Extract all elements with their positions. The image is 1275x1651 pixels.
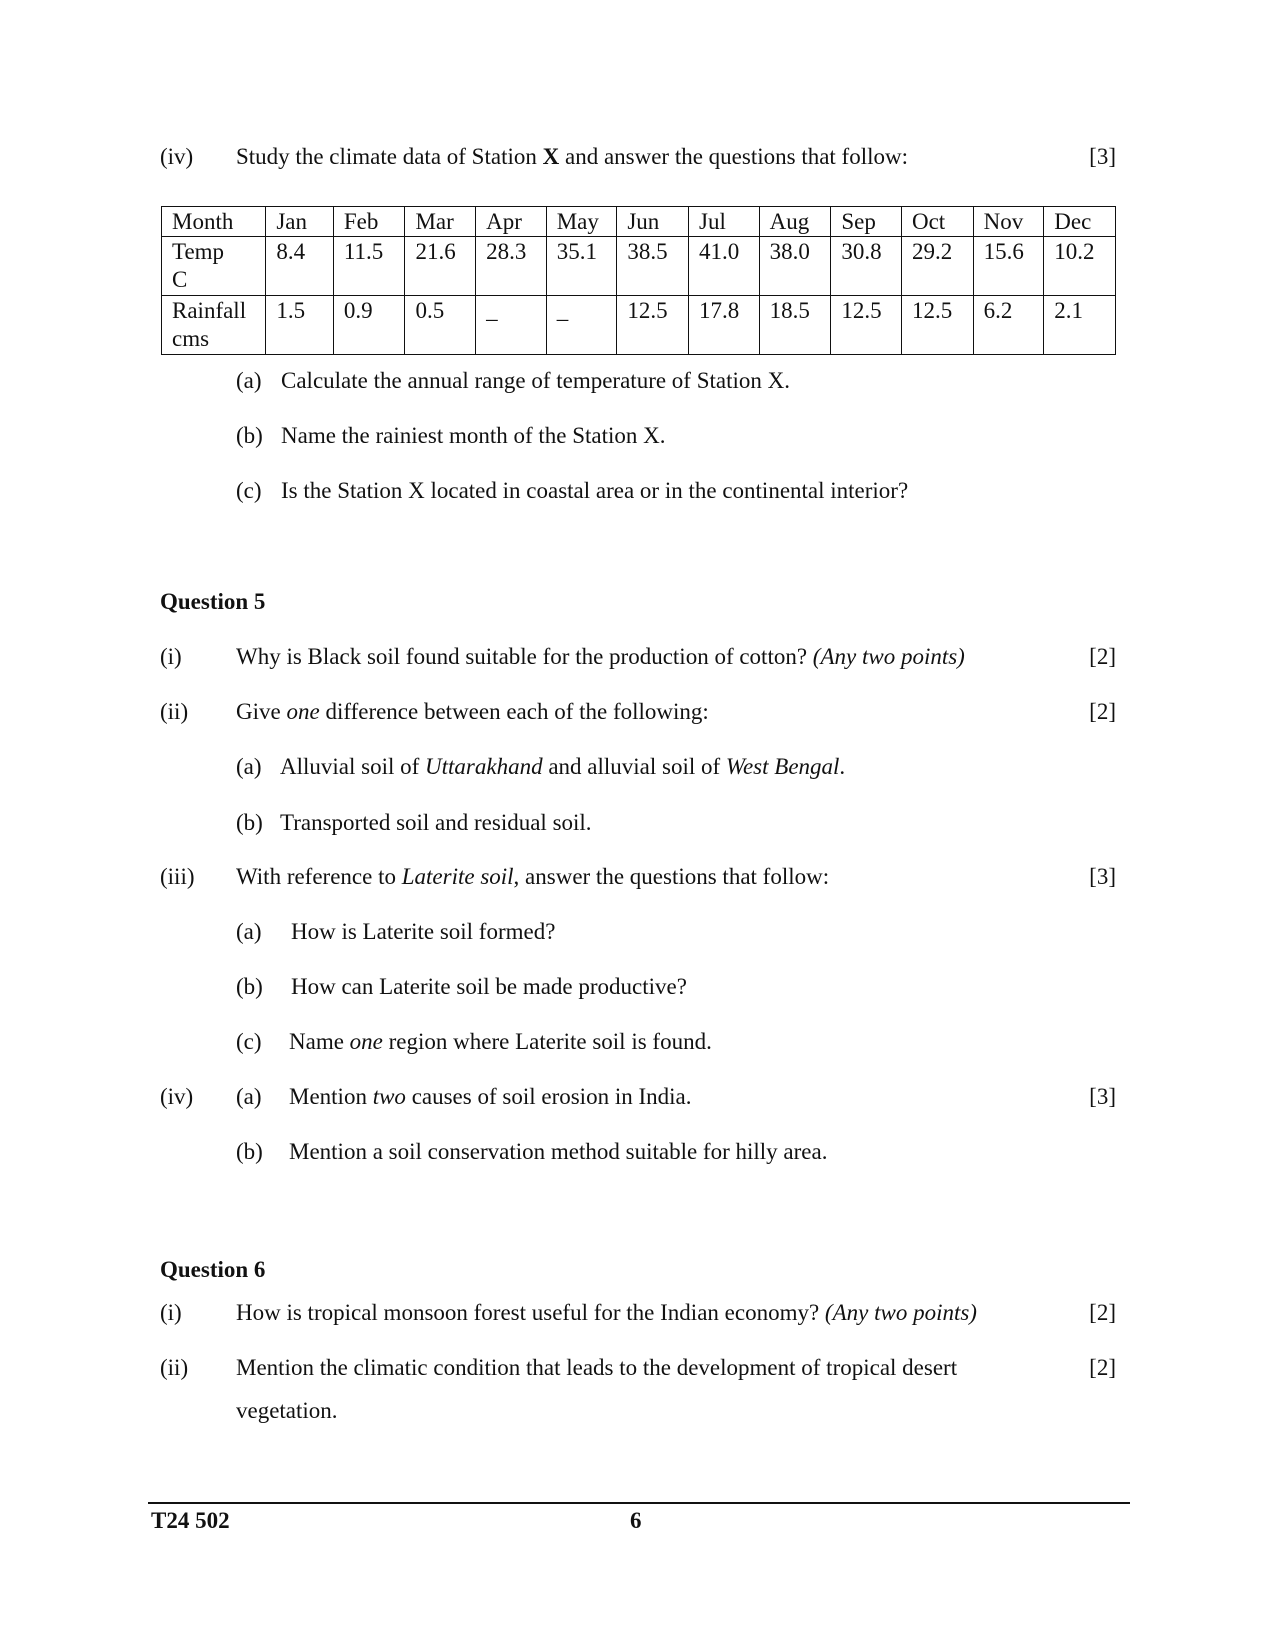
table-cell: 0.5 (405, 296, 476, 355)
table-cell: Jun (617, 207, 689, 237)
sub-question: (b) How can Laterite soil be made productive? (236, 974, 687, 999)
table-cell: 8.4 (266, 237, 333, 296)
sub-question: (a) Alluvial soil of Uttarakhand and alluvial soil of West Bengal. (236, 754, 846, 779)
question-number: (iv) (160, 144, 194, 169)
table-cell: 1.5 (266, 296, 333, 355)
table-cell: 6.2 (973, 296, 1044, 355)
table-cell: May (546, 207, 617, 237)
marks: [3] (1089, 1084, 1116, 1109)
table-cell: Aug (759, 207, 831, 237)
table-cell: 12.5 (617, 296, 689, 355)
table-cell: _ (546, 296, 617, 355)
marks: [3] (1089, 864, 1116, 889)
footer-rule (148, 1502, 1130, 1504)
table-cell: 30.8 (831, 237, 902, 296)
marks: [3] (1089, 144, 1116, 169)
table-cell: Dec (1044, 207, 1116, 237)
table-cell: 12.5 (901, 296, 973, 355)
table-cell: Oct (901, 207, 973, 237)
paper-code: T24 502 (151, 1508, 230, 1533)
table-cell: 10.2 (1044, 237, 1116, 296)
climate-table (161, 206, 1116, 355)
sub-question: (c) Is the Station X located in coastal area or in the continental interior? (236, 478, 909, 503)
row-label: Rainfall cms (162, 296, 266, 355)
question-text: Study the climate data of Station X and answer the questions that follow: (236, 144, 908, 169)
table-cell: 11.5 (333, 237, 405, 296)
table-row (162, 207, 1116, 237)
question-text: vegetation. (236, 1398, 338, 1423)
question-text: Mention two causes of soil erosion in India. (289, 1084, 692, 1109)
sub-question: (b) Mention a soil conservation method suitable for hilly area. (236, 1139, 828, 1164)
question-text: With reference to Laterite soil, answer the questions that follow: (236, 864, 830, 889)
q5-i-line: (i) Why is Black soil found suitable for the production of cotton? (Any two points) [2] (160, 642, 1116, 672)
table-cell: 29.2 (901, 237, 973, 296)
question-text: Why is Black soil found suitable for the production of cotton? (Any two points) (236, 644, 965, 669)
table-cell: Nov (973, 207, 1044, 237)
table-row (162, 296, 1116, 355)
table-row (162, 237, 1116, 296)
table-cell: Jul (689, 207, 760, 237)
q5-ii-line: (ii) Give one difference between each of the following: [2] (160, 697, 1116, 727)
row-label: Temp C (162, 237, 266, 296)
marks: [2] (1089, 699, 1116, 724)
q5-iv-line: (iv) (a) Mention two causes of soil erosion in India. [3] (160, 1082, 1116, 1112)
table-cell: 21.6 (405, 237, 476, 296)
question-text: Give one difference between each of the following: (236, 699, 709, 724)
q6-ii-line: (ii) Mention the climatic condition that leads to the development of tropical desert [2] (160, 1353, 1116, 1383)
q4-iv-line (160, 142, 1116, 172)
table-cell: 18.5 (759, 296, 831, 355)
table-cell: 2.1 (1044, 296, 1116, 355)
table-cell: 35.1 (546, 237, 617, 296)
question-text: How is tropical monsoon forest useful for the Indian economy? (Any two points) (236, 1300, 977, 1325)
q6-i-line: (i) How is tropical monsoon forest useful for the Indian economy? (Any two points) [2] (160, 1298, 1116, 1328)
marks: [2] (1089, 644, 1116, 669)
sub-question: (a) How is Laterite soil formed? (236, 919, 556, 944)
table-cell: Feb (333, 207, 405, 237)
sub-question: (b) Transported soil and residual soil. (236, 810, 592, 835)
marks: [2] (1089, 1355, 1116, 1380)
question-heading: Question 6 (160, 1257, 266, 1282)
table-cell: Apr (476, 207, 547, 237)
table-cell: 17.8 (689, 296, 760, 355)
table-cell: _ (476, 296, 547, 355)
question-text: Mention the climatic condition that leads to the development of tropical desert (236, 1355, 958, 1380)
sub-question: (a) Calculate the annual range of temperature of Station X. (236, 368, 790, 393)
table-cell: Jan (266, 207, 333, 237)
table-cell: 28.3 (476, 237, 547, 296)
question-heading: Question 5 (160, 589, 266, 614)
table-cell: 38.0 (759, 237, 831, 296)
table-cell: Mar (405, 207, 476, 237)
page-number: 6 (630, 1508, 642, 1533)
sub-question: (c) Name one region where Laterite soil is found. (236, 1029, 712, 1054)
table-cell: 12.5 (831, 296, 902, 355)
table-cell: Sep (831, 207, 902, 237)
table-cell: 38.5 (617, 237, 689, 296)
table-cell: 15.6 (973, 237, 1044, 296)
table-cell: 0.9 (333, 296, 405, 355)
marks: [2] (1089, 1300, 1116, 1325)
table-cell: 41.0 (689, 237, 760, 296)
sub-question: (b) Name the rainiest month of the Station X. (236, 423, 666, 448)
row-label: Month (162, 207, 266, 237)
q5-iii-line: (iii) With reference to Laterite soil, answer the questions that follow: [3] (160, 862, 1116, 892)
q6-ii-line-2 (160, 1396, 1116, 1426)
